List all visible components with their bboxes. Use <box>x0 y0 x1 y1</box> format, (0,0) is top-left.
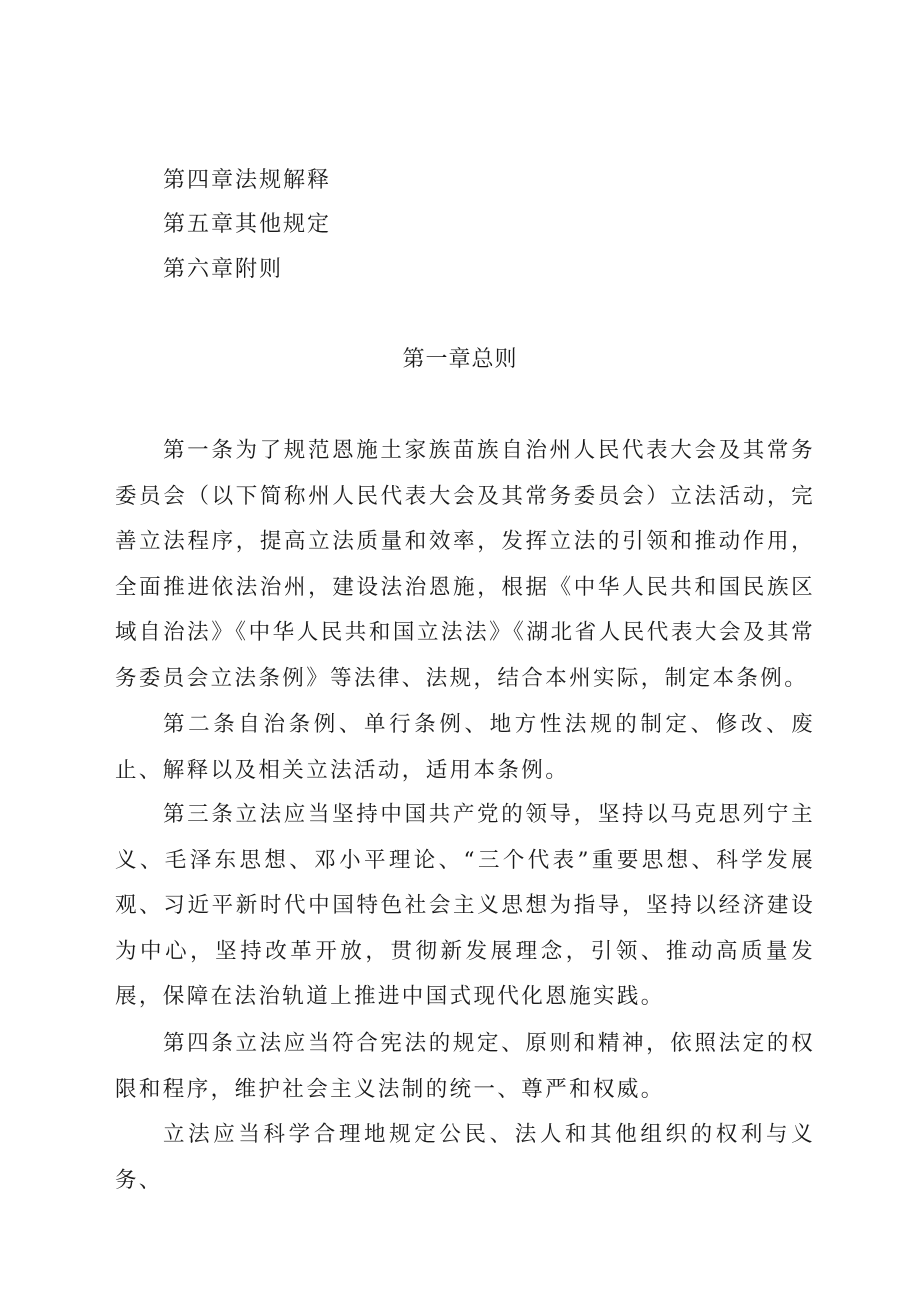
article-2-paragraph: 第二条自治条例、单行条例、地方性法规的制定、修改、废止、解释以及相关立法活动，适用本条例。 <box>115 712 815 783</box>
toc-item-chapter-6: 第六章附则 <box>163 257 284 282</box>
toc-item-chapter-4: 第四章法规解释 <box>163 168 332 193</box>
chapter-title: 第一章总则 <box>402 347 518 372</box>
article-3-paragraph: 第三条立法应当坚持中国共产党的领导，坚持以马克思列宁主义、毛泽东思想、邓小平理论、“三个代表”重要思想、科学发展观、习近平新时代中国特色社会主义思想为指导，坚持以经济建设为中心，坚持改革开放，贯彻新发展理念，引领、推动高质量发展，保障在法治轨道上推进中国式现代化恩施实践。 <box>115 802 815 1009</box>
article-1-paragraph: 第一条为了规范恩施土家族苗族自治州人民代表大会及其常务委员会（以下简称州人民代表大会及其常务委员会）立法活动，完善立法程序，提高立法质量和效率，发挥立法的引领和推动作用，全面推进依法治州，建设法治恩施，根据《中华人民共和国民族区域自治法》《中华人民共和国立法法》《湖北省人民代表大会及其常务委员会立法条例》等法律、法规，结合本州实际，制定本条例。 <box>115 438 815 691</box>
toc-item-chapter-5: 第五章其他规定 <box>163 212 332 237</box>
article-4-continuation-paragraph: 立法应当科学合理地规定公民、法人和其他组织的权利与义务、 <box>115 1122 815 1193</box>
article-4-paragraph: 第四条立法应当符合宪法的规定、原则和精神，依照法定的权限和程序，维护社会主义法制的统一、尊严和权威。 <box>115 1031 815 1102</box>
